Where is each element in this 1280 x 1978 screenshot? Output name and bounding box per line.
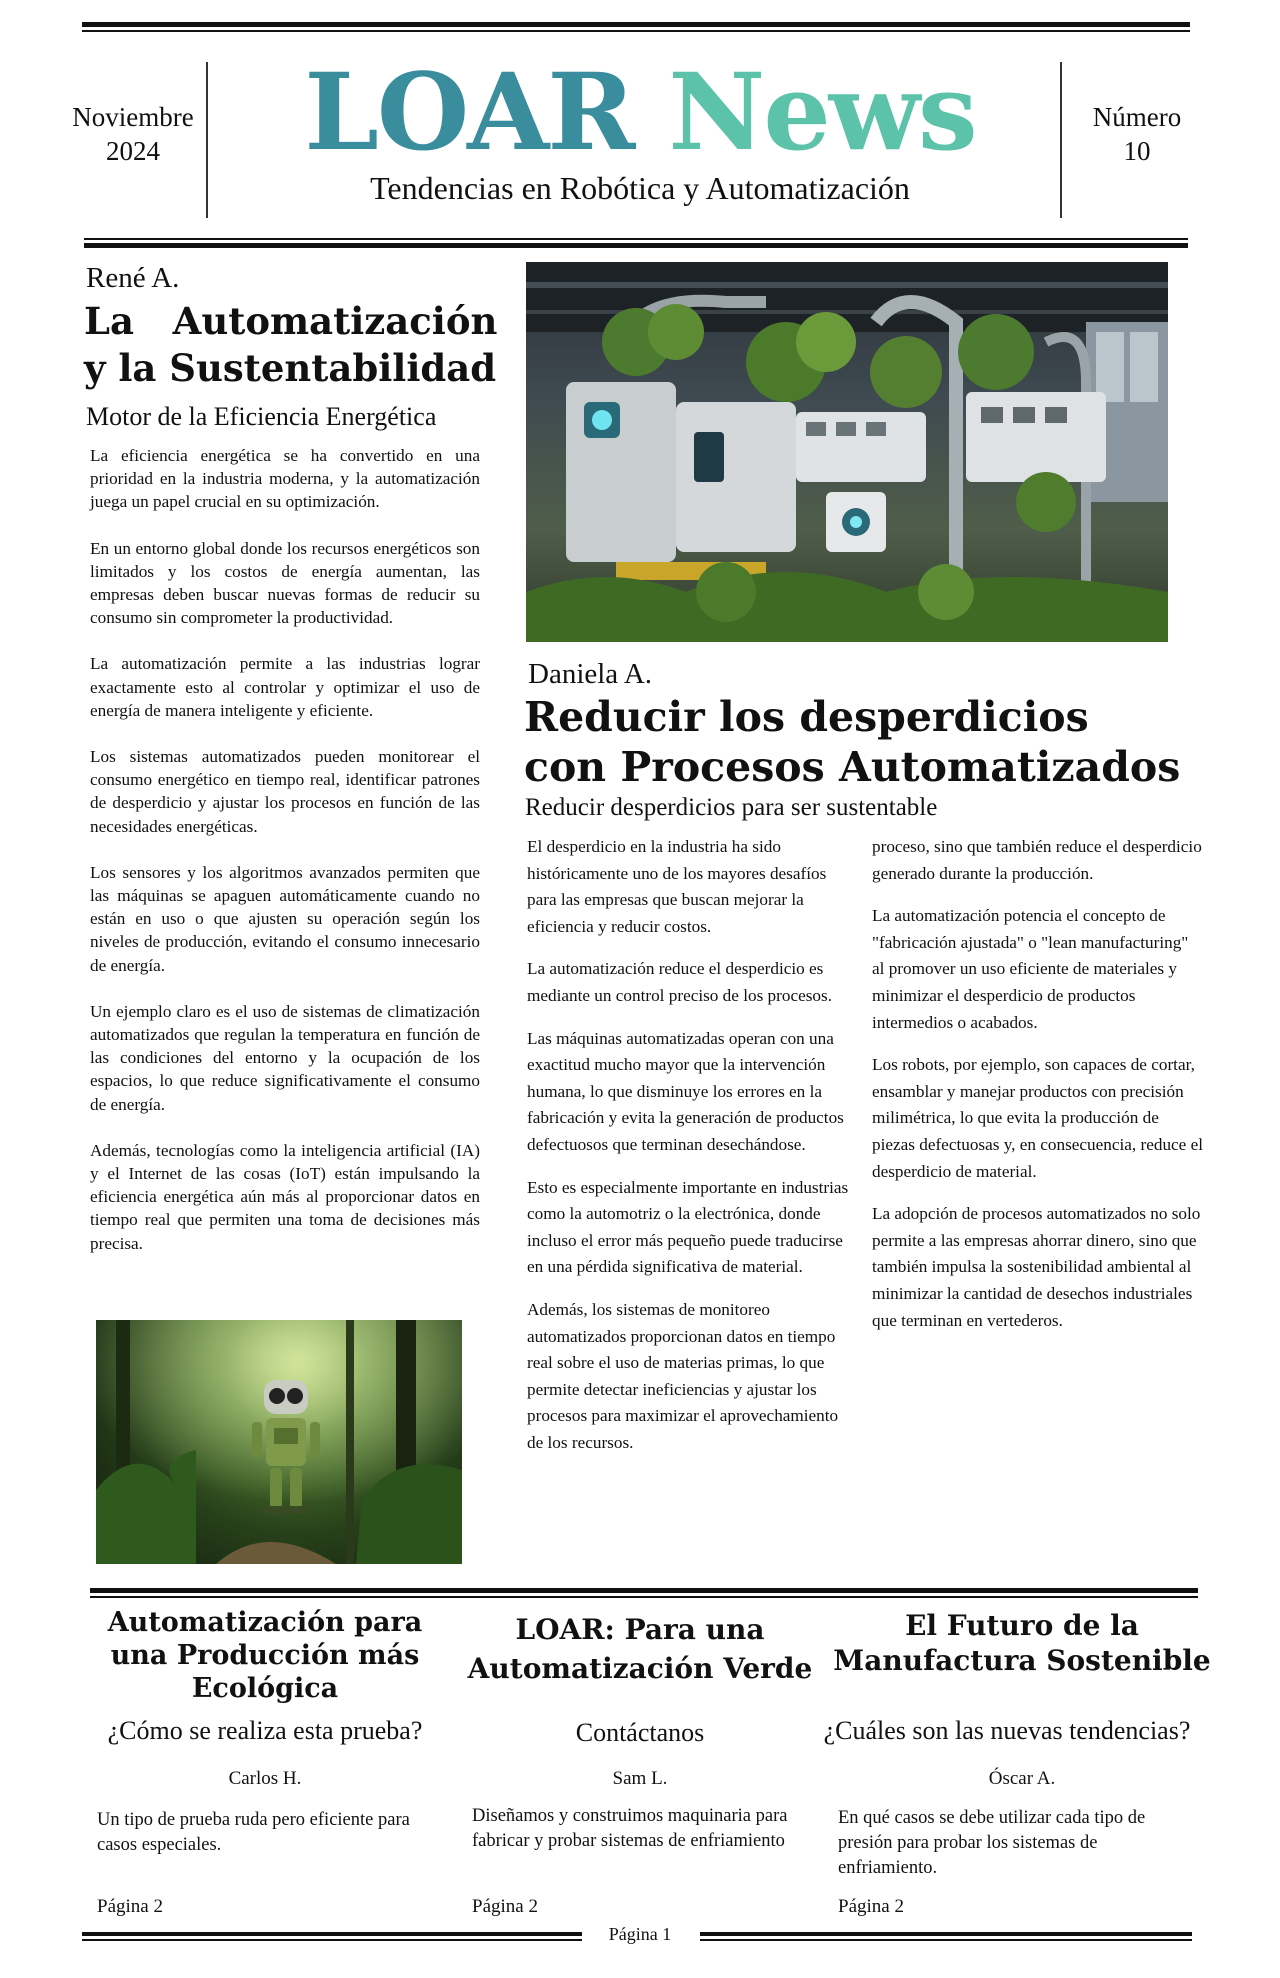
footer-page-number: Página 1 (608, 1924, 672, 1944)
bottom-story-1-text: Un tipo de prueba ruda pero eficiente para casos especiales. (97, 1810, 410, 1855)
top-rule-thick (82, 22, 1190, 27)
issue-date (58, 100, 208, 168)
bottom-story-2-page-link[interactable]: Página 2 (472, 1896, 538, 1917)
article1-headline (84, 298, 524, 392)
article2-paragraph: Los robots, por ejemplo, son capaces de cortar, ensamblar y manejar productos con precisión milimétrica, lo que evita la producción de piezas defectuosas y, en consecuencia, reduce el desperdicio de material. (872, 1055, 1204, 1181)
bottom-story-2-contact[interactable]: Contáctanos (575, 1718, 705, 1747)
article1-paragraph: En un entorno global donde los recursos energéticos son limitados y los costos de energía aumentan, las empresas deben buscar nuevas formas de reducir su consumo sin comprometer la productividad. (90, 538, 480, 628)
bottom-story-2-author: Sam L. (612, 1768, 668, 1789)
article1-author: René A. (86, 262, 180, 294)
bottom-story-3-author: Óscar A. (988, 1768, 1056, 1789)
bottom-story-1 (80, 1606, 450, 1705)
article1-headline-line2: y la Sustentabilidad (84, 346, 497, 390)
footer-rule-right-thin (700, 1939, 1192, 1941)
bottom-story-3-headline: El Futuro de la Manufactura Sostenible (833, 1609, 1211, 1677)
article2-paragraph: Esto es especialmente importante en industrias como la automotriz o la electrónica, donde incluso el error más pequeño puede traducirse en una pérdida significativa de material. (527, 1177, 849, 1277)
article1-subtitle: Motor de la Eficiencia Energética (86, 402, 437, 431)
bottom-story-1-author: Carlos H. (228, 1768, 302, 1789)
forest-robot-image (96, 1320, 462, 1564)
masthead-bottom-rule-thick (84, 243, 1188, 248)
forest-robot-illustration (96, 1320, 462, 1564)
article2-paragraph: La automatización reduce el desperdicio es mediante un control preciso de los procesos. (527, 959, 832, 1005)
article2-headline-line2: con Procesos Automatizados (524, 743, 1181, 791)
top-rule-thin (82, 30, 1190, 32)
bottom-section-rule-thin (90, 1596, 1198, 1598)
factory-robot-illustration (526, 262, 1168, 642)
issue-label: Número (1092, 102, 1182, 132)
footer-rule-left-thick (82, 1932, 582, 1936)
article1-headline-line1: La Automatización (84, 299, 498, 343)
newspaper-logo (210, 49, 1070, 174)
issue-number: 10 (1123, 136, 1151, 166)
article2-column-2 (872, 834, 1204, 1350)
bottom-story-1-page-link[interactable]: Página 2 (97, 1896, 163, 1917)
logo-word-news: News (668, 49, 976, 174)
bottom-story-2 (455, 1610, 825, 1688)
bottom-story-1-headline: Automatización para una Producción más Ecológica (107, 1607, 423, 1704)
article2-paragraph: El desperdicio en la industria ha sido históricamente uno de los mayores desafíos para las empresas que buscan mejorar la eficiencia y reducir costos. (527, 837, 827, 936)
article1-paragraph: Un ejemplo claro es el uso de sistemas de climatización automatizados que regulan la temperatura en función de las condiciones del entorno y la ocupación de los espacios, lo que reduce significativamente el consumo de energía. (90, 1001, 480, 1114)
article1-paragraph: La automatización permite a las industrias lograr exactamente esto al controlar y optimizar el uso de energía de manera inteligente y eficiente. (90, 654, 480, 720)
issue-year: 2024 (106, 136, 160, 166)
article2-paragraph: La automatización potencia el concepto de "fabricación ajustada" o "lean manufacturing" al promover un uso eficiente de materiales y minimizar el desperdicio de productos intermedios o acabados. (872, 906, 1189, 1032)
article2-paragraph: proceso, sino que también reduce el desperdicio generado durante la producción. (872, 837, 1202, 883)
article2-column-1 (527, 834, 857, 1472)
article1-paragraph: La eficiencia energética se ha convertido en una prioridad en la industria moderna, y la automatización juega un papel crucial en su optimización. (90, 446, 480, 512)
bottom-section-rule-thick (90, 1588, 1198, 1593)
bottom-story-3-page-link[interactable]: Página 2 (838, 1896, 904, 1917)
article2-headline (524, 692, 1204, 792)
article2-paragraph: La adopción de procesos automatizados no solo permite a las empresas ahorrar dinero, sino que también impulsa la sostenibilidad ambiental al minimizar la cantidad de desechos industriales que terminan en vertederos. (872, 1204, 1201, 1330)
bottom-story-1-question: ¿Cómo se realiza esta prueba? (107, 1716, 423, 1745)
newspaper-tagline: Tendencias en Robótica y Automatización (370, 170, 910, 206)
article2-subtitle: Reducir desperdicios para ser sustentable (525, 794, 938, 821)
article1-paragraph: Los sensores y los algoritmos avanzados permiten que las máquinas se apaguen automáticamente cuando no están en uso o que ajusten su operación según los niveles de producción, evitando el consumo innecesario de energía. (90, 862, 480, 975)
bottom-story-3 (822, 1608, 1222, 1678)
footer-rule-right-thick (700, 1932, 1192, 1936)
article1-paragraph: Los sistemas automatizados pueden monitorear el consumo energético en tiempo real, identificar patrones de desperdicio y ajustar los procesos en función de las necesidades energéticas. (90, 747, 480, 836)
article2-paragraph: Además, los sistemas de monitoreo automatizados proporcionan datos en tiempo real sobre el uso de materias primas, lo que permite detectar ineficiencias y ajustar los procesos para maximizar el aprovechamiento de los recursos. (527, 1299, 839, 1452)
bottom-story-2-headline: LOAR: Para una Automatización Verde (467, 1613, 813, 1685)
article1-paragraph: Además, tecnologías como la inteligencia artificial (IA) y el Internet de las cosas (IoT) están impulsando la eficiencia energética aún más al proporcionar datos en tiempo real que permiten una toma de decisiones más precisa. (90, 1140, 480, 1253)
bottom-story-2-text: Diseñamos y construimos maquinaria para fabricar y probar sistemas de enfriamiento (472, 1806, 788, 1851)
masthead-divider-left (206, 62, 208, 218)
issue-number-block (1062, 100, 1212, 168)
article2-author: Daniela A. (528, 658, 653, 690)
article2-paragraph: Las máquinas automatizadas operan con una exactitud mucho mayor que la intervención humana, lo que disminuye los errores en la fabricación y evita la generación de productos defectuosos que terminan desechándose. (527, 1028, 844, 1154)
issue-month: Noviembre (72, 102, 194, 132)
footer-rule-left-thin (82, 1939, 582, 1941)
factory-robot-image (526, 262, 1168, 642)
logo-word-loar: LOAR (304, 49, 634, 174)
masthead-bottom-rule-thin (84, 238, 1188, 240)
article1-body (90, 444, 480, 1278)
article2-headline-line1: Reducir los desperdicios (524, 693, 1089, 741)
bottom-story-3-question: ¿Cuáles son las nuevas tendencias? (823, 1716, 1191, 1745)
bottom-story-3-text: En qué casos se debe utilizar cada tipo de presión para probar los sistemas de enfriamiento. (838, 1808, 1146, 1878)
